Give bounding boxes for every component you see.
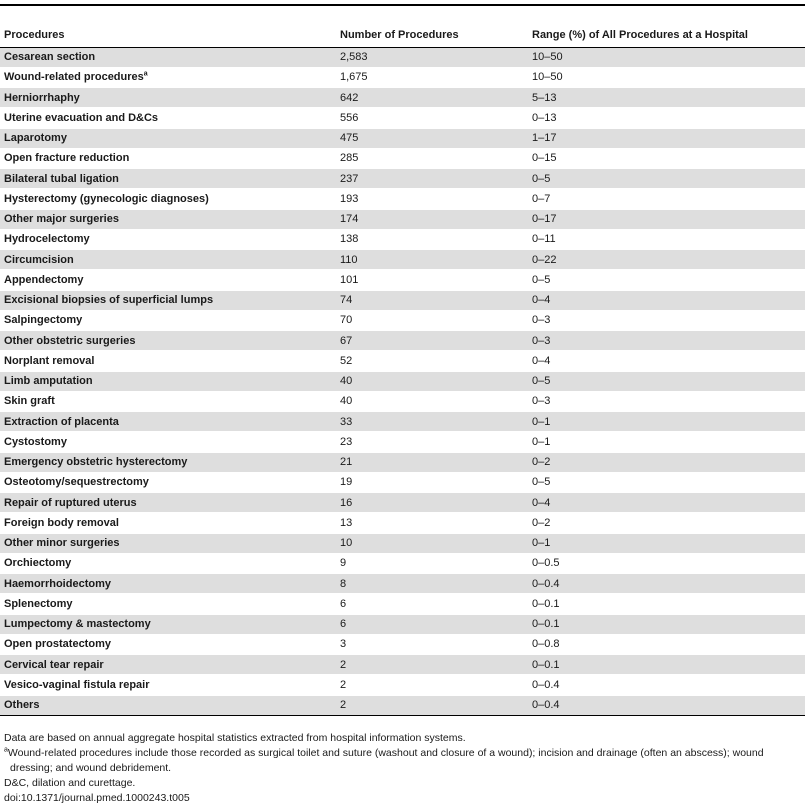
- range-cell: 0–7: [528, 189, 805, 209]
- number-cell: 193: [336, 189, 528, 209]
- number-cell: 642: [336, 88, 528, 108]
- number-cell: 67: [336, 331, 528, 351]
- procedure-name: Osteotomy/sequestrectomy: [4, 476, 149, 489]
- range-cell: 0–22: [528, 250, 805, 270]
- procedure-cell: [0, 553, 336, 573]
- range-cell: 0–1: [528, 432, 805, 452]
- procedure-name: Laparotomy: [4, 132, 67, 145]
- procedure-cell: [0, 128, 336, 148]
- procedure-cell: [0, 695, 336, 715]
- table-row: [0, 290, 805, 310]
- number-cell: 556: [336, 108, 528, 128]
- number-cell: 6: [336, 594, 528, 614]
- procedure-cell: [0, 148, 336, 168]
- procedure-name: Emergency obstetric hysterectomy: [4, 456, 188, 469]
- range-cell: 0–3: [528, 310, 805, 330]
- number-cell: 21: [336, 452, 528, 472]
- number-cell: 2: [336, 695, 528, 715]
- procedure-name: Limb amputation: [4, 375, 93, 388]
- procedure-name: Bilateral tubal ligation: [4, 172, 119, 185]
- procedure-name: Extraction of placenta: [4, 415, 119, 428]
- range-cell: 0–2: [528, 452, 805, 472]
- header-row: [0, 23, 805, 47]
- procedure-name: Cesarean section: [4, 51, 96, 64]
- procedure-name: Orchiectomy: [4, 557, 72, 570]
- number-cell: 19: [336, 472, 528, 492]
- range-cell: 0–2: [528, 513, 805, 533]
- footnote-a: [4, 746, 802, 761]
- number-cell: 33: [336, 412, 528, 432]
- procedure-name: Wound-related procedures: [4, 71, 144, 84]
- procedure-cell: [0, 614, 336, 634]
- procedure-cell: [0, 189, 336, 209]
- table-row: [0, 88, 805, 108]
- procedure-cell: [0, 47, 336, 67]
- procedure-cell: [0, 472, 336, 492]
- procedure-cell: [0, 655, 336, 675]
- table-row: [0, 675, 805, 695]
- range-cell: 0–0.1: [528, 655, 805, 675]
- procedure-cell: [0, 371, 336, 391]
- procedure-cell: [0, 351, 336, 371]
- range-cell: 0–4: [528, 351, 805, 371]
- range-cell: 0–13: [528, 108, 805, 128]
- number-cell: 40: [336, 371, 528, 391]
- range-cell: 0–3: [528, 391, 805, 411]
- procedure-cell: [0, 209, 336, 229]
- footnote-a-text-line2: dressing; and wound debridement.: [10, 762, 172, 774]
- procedure-name: Other obstetric surgeries: [4, 334, 136, 347]
- procedure-cell: [0, 533, 336, 553]
- range-cell: 0–4: [528, 493, 805, 513]
- doi-note: doi:10.1371/journal.pmed.1000243.t005: [4, 792, 190, 804]
- table-row: [0, 189, 805, 209]
- procedure-cell: [0, 88, 336, 108]
- procedure-name: Skin graft: [4, 395, 55, 408]
- range-cell: 0–0.4: [528, 675, 805, 695]
- table-row: [0, 250, 805, 270]
- number-cell: 1,675: [336, 67, 528, 87]
- abbreviation-note: D&C, dilation and curettage.: [4, 777, 136, 789]
- range-cell: 0–0.4: [528, 574, 805, 594]
- range-cell: 0–5: [528, 472, 805, 492]
- number-cell: 74: [336, 290, 528, 310]
- footnote-a-text-line1: Wound-related procedures include those recorded as surgical toilet and suture (washout and closure of a wound); incision and drainage (often an abscess); wound: [7, 747, 764, 759]
- range-cell: 1–17: [528, 128, 805, 148]
- range-cell: 10–50: [528, 47, 805, 67]
- range-cell: 0–1: [528, 412, 805, 432]
- table-row: [0, 695, 805, 715]
- table-row: [0, 310, 805, 330]
- range-cell: 0–5: [528, 169, 805, 189]
- procedure-name: Cystostomy: [4, 435, 67, 448]
- number-cell: 3: [336, 634, 528, 654]
- procedures-table: [0, 23, 805, 716]
- number-cell: 2,583: [336, 47, 528, 67]
- table-row: [0, 148, 805, 168]
- procedure-cell: [0, 67, 336, 87]
- header-range: Range (%) of All Procedures at a Hospital: [528, 23, 805, 47]
- table-row: [0, 493, 805, 513]
- number-cell: 138: [336, 229, 528, 249]
- top-rule: [0, 4, 805, 6]
- procedure-cell: [0, 391, 336, 411]
- procedure-name: Norplant removal: [4, 354, 95, 367]
- table-row: [0, 614, 805, 634]
- procedure-cell: [0, 290, 336, 310]
- procedure-cell: [0, 452, 336, 472]
- procedure-cell: [0, 493, 336, 513]
- number-cell: 285: [336, 148, 528, 168]
- table-row: [0, 47, 805, 67]
- procedure-name: Open fracture reduction: [4, 152, 130, 165]
- procedure-cell: [0, 432, 336, 452]
- table-row: [0, 67, 805, 87]
- range-cell: 0–3: [528, 331, 805, 351]
- procedure-cell: [0, 310, 336, 330]
- table-row: [0, 270, 805, 290]
- table-row: [0, 634, 805, 654]
- procedure-cell: [0, 594, 336, 614]
- procedure-cell: [0, 412, 336, 432]
- procedure-cell: [0, 229, 336, 249]
- procedure-name: Others: [4, 699, 40, 712]
- procedure-cell: [0, 270, 336, 290]
- procedure-name: Haemorrhoidectomy: [4, 577, 111, 590]
- range-cell: 0–0.4: [528, 695, 805, 715]
- number-cell: 6: [336, 614, 528, 634]
- table-row: [0, 351, 805, 371]
- table-header: [0, 23, 805, 47]
- range-cell: 0–1: [528, 533, 805, 553]
- table-row: [0, 513, 805, 533]
- table-row: [0, 533, 805, 553]
- number-cell: 8: [336, 574, 528, 594]
- range-cell: 5–13: [528, 88, 805, 108]
- range-cell: 0–11: [528, 229, 805, 249]
- table-row: [0, 472, 805, 492]
- number-cell: 110: [336, 250, 528, 270]
- table-row: [0, 655, 805, 675]
- procedure-name: Open prostatectomy: [4, 638, 111, 651]
- table-row: [0, 229, 805, 249]
- footnote-a-marker: a: [4, 746, 8, 754]
- table-row: [0, 331, 805, 351]
- table-row: [0, 108, 805, 128]
- procedure-cell: [0, 513, 336, 533]
- procedure-name: Excisional biopsies of superficial lumps: [4, 294, 214, 307]
- procedure-name: Circumcision: [4, 253, 74, 266]
- number-cell: 52: [336, 351, 528, 371]
- number-cell: 2: [336, 675, 528, 695]
- table-notes: [4, 731, 802, 806]
- procedure-name: Foreign body removal: [4, 516, 119, 529]
- procedure-name: Salpingectomy: [4, 314, 83, 327]
- procedure-name: Other major surgeries: [4, 213, 119, 226]
- procedure-name: Repair of ruptured uterus: [4, 496, 137, 509]
- number-cell: 101: [336, 270, 528, 290]
- procedure-name: Herniorrhaphy: [4, 91, 80, 104]
- procedure-cell: [0, 331, 336, 351]
- table-row: [0, 553, 805, 573]
- table-row: [0, 432, 805, 452]
- number-cell: 2: [336, 655, 528, 675]
- procedure-cell: [0, 250, 336, 270]
- procedure-name: Hysterectomy (gynecologic diagnoses): [4, 192, 209, 205]
- range-cell: 0–4: [528, 290, 805, 310]
- header-number: Number of Procedures: [336, 23, 528, 47]
- range-cell: 0–17: [528, 209, 805, 229]
- table-row: [0, 209, 805, 229]
- procedure-cell: [0, 574, 336, 594]
- table-row: [0, 391, 805, 411]
- procedure-name: Hydrocelectomy: [4, 233, 90, 246]
- table-row: [0, 371, 805, 391]
- number-cell: 13: [336, 513, 528, 533]
- procedure-cell: [0, 108, 336, 128]
- number-cell: 237: [336, 169, 528, 189]
- number-cell: 16: [336, 493, 528, 513]
- procedure-name: Cervical tear repair: [4, 658, 104, 671]
- range-cell: 0–0.1: [528, 614, 805, 634]
- procedure-cell: [0, 675, 336, 695]
- table-row: [0, 574, 805, 594]
- number-cell: 70: [336, 310, 528, 330]
- table-body: [0, 47, 805, 715]
- range-cell: 0–0.8: [528, 634, 805, 654]
- number-cell: 10: [336, 533, 528, 553]
- procedure-cell: [0, 169, 336, 189]
- procedure-name: Appendectomy: [4, 273, 84, 286]
- number-cell: 40: [336, 391, 528, 411]
- table-row: [0, 412, 805, 432]
- footnote-marker: a: [143, 70, 148, 78]
- procedure-name: Splenectomy: [4, 597, 73, 610]
- procedure-name: Uterine evacuation and D&Cs: [4, 111, 159, 124]
- range-cell: 0–5: [528, 270, 805, 290]
- data-source-note: Data are based on annual aggregate hospital statistics extracted from hospital information systems.: [4, 732, 466, 744]
- range-cell: 10–50: [528, 67, 805, 87]
- number-cell: 23: [336, 432, 528, 452]
- procedure-name: Vesico-vaginal fistula repair: [4, 678, 150, 691]
- table-row: [0, 452, 805, 472]
- procedure-name: Other minor surgeries: [4, 537, 120, 550]
- range-cell: 0–5: [528, 371, 805, 391]
- header-procedures: Procedures: [0, 23, 336, 47]
- number-cell: 475: [336, 128, 528, 148]
- procedure-name: Lumpectomy & mastectomy: [4, 618, 151, 631]
- range-cell: 0–0.5: [528, 553, 805, 573]
- range-cell: 0–15: [528, 148, 805, 168]
- range-cell: 0–0.1: [528, 594, 805, 614]
- number-cell: 9: [336, 553, 528, 573]
- table-row: [0, 128, 805, 148]
- number-cell: 174: [336, 209, 528, 229]
- procedure-cell: [0, 634, 336, 654]
- table-row: [0, 169, 805, 189]
- table-row: [0, 594, 805, 614]
